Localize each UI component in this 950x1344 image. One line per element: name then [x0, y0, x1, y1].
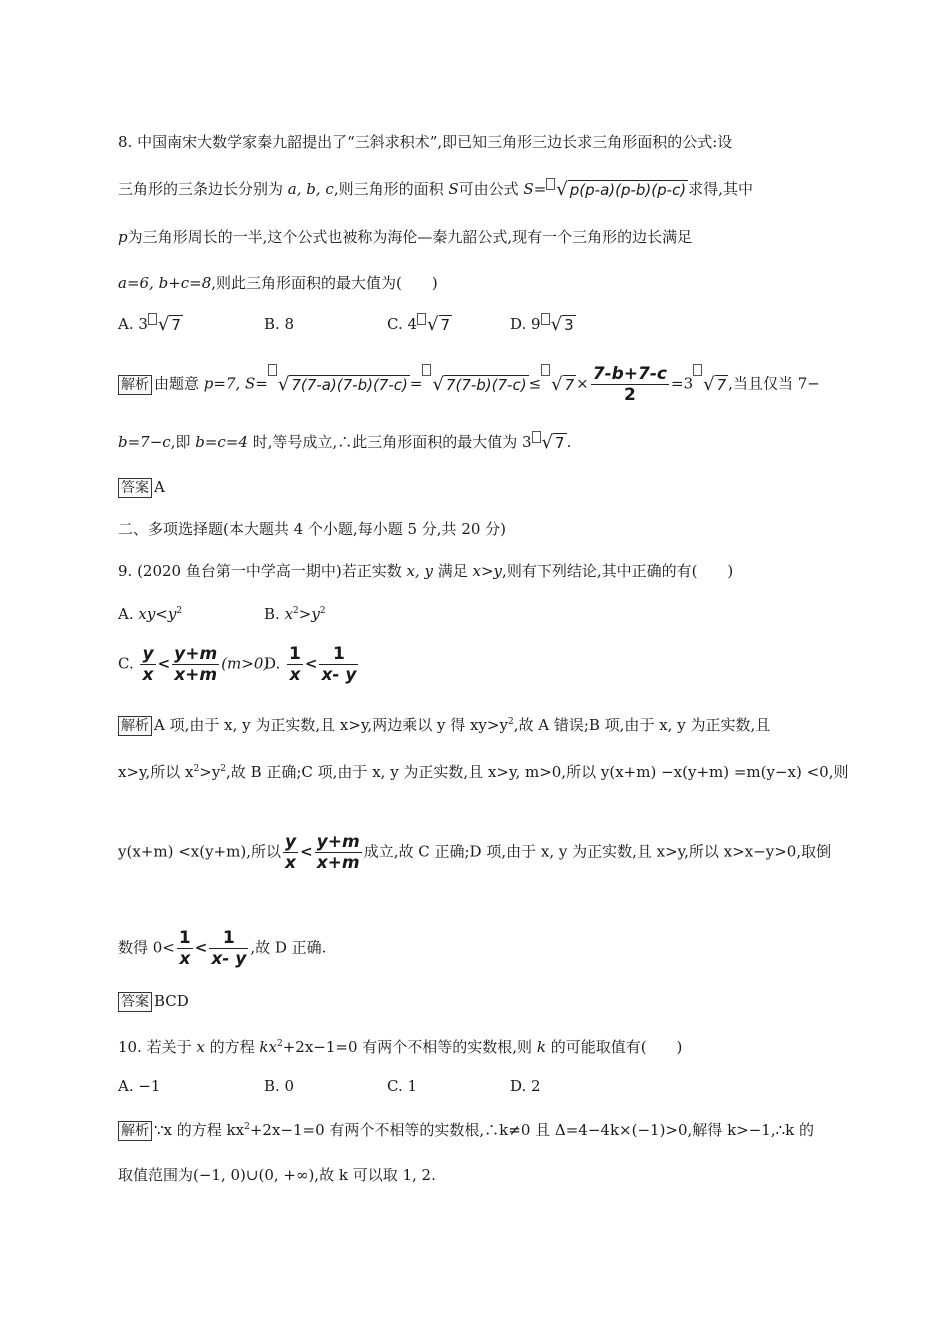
answer-tag: 答案 [118, 478, 152, 498]
fraction: $\frac{7-b+7-c}{2}$ [592, 364, 668, 405]
q8-option-d: D. 9 √ 3 [510, 314, 574, 335]
analysis-tag: 解析 [118, 716, 152, 736]
q9-analysis-line3: y(x+m) <x(y+m),所以 $\frac{y}{x}$ < $\frac{y+m}{x+m}$ 成立,故 C 正确;D 项,由于 x, y 为正实数,且 x>y,所以 x>x−y>0,取倒 [118, 832, 832, 873]
placeholder-box [268, 364, 277, 376]
placeholder-box [148, 313, 157, 325]
q10-line1: 10. 若关于 x 的方程 $kx^2+2x-1=0$ 有两个不相等的实数根,则 k 的可能取值有( ) [118, 1038, 683, 1056]
q8-option-a: A. 3 √ 7 [118, 314, 181, 335]
answer-tag: 答案 [118, 992, 152, 1012]
q8-line4: a=6, b+c=8,则此三角形面积的最大值为( ) [118, 274, 438, 292]
heron-formula: √ p(p-a)(p-b)(p-c) [556, 179, 687, 200]
section-2-heading: 二、多项选择题(本大题共 4 个小题,每小题 5 分,共 20 分) [118, 520, 507, 538]
placeholder-box [532, 431, 541, 443]
q8-analysis: 解析 由题意 p=7, S= √ 7(7-a)(7-b)(7-c) = √ 7(7-b)(7-c) ≤ √ 7 × $\frac{7-b+7-c}{2}$ =3 √ 7 ,当且仅当 7− [118, 364, 820, 405]
q9-option-d: D. $\frac{1}{x}$ < $\frac{1}{x- y}$ [264, 644, 357, 685]
placeholder-box [693, 364, 702, 376]
q9-analysis-line1: 解析 A 项,由于 x, y 为正实数,且 x>y,两边乘以 y 得 $xy>y^2$,故 A 错误;B 项,由于 x, y 为正实数,且 [118, 711, 770, 736]
q10-analysis-line2: 取值范围为(−1, 0)∪(0, +∞),故 k 可以取 1, 2. [118, 1166, 436, 1184]
q8-analysis-line2: b=7−c,即 b=c=4 时,等号成立,∴此三角形面积的最大值为 3 √ 7 . [118, 432, 572, 453]
q10-option-c: C. 1 [387, 1077, 418, 1095]
q8-line2: 三角形的三条边长分别为 a, b, c,则三角形的面积 S可由公式 S= √ p(p-a)(p-b)(p-c) 求得,其中 [118, 179, 753, 200]
placeholder-box [422, 364, 431, 376]
analysis-tag: 解析 [118, 375, 152, 395]
analysis-tag: 解析 [118, 1121, 152, 1141]
q10-option-a: A. −1 [118, 1077, 161, 1095]
q10-option-b: B. 0 [264, 1077, 295, 1095]
q9-analysis-line2: x>y,所以 $x^2>y^2$,故 B 正确;C 项,由于 x, y 为正实数,且 x>y, m>0,所以 y(x+m) −x(y+m) =m(y−x) <0,则 [118, 763, 849, 781]
q9-analysis-line4: 数得 0< $\frac{1}{x}$ < $\frac{1}{x- y}$ ,故 D 正确. [118, 928, 327, 969]
q9-option-a: A. $xy<y^2$ [118, 605, 183, 623]
placeholder-box [417, 313, 426, 325]
q10-option-d: D. 2 [510, 1077, 541, 1095]
q9-line1: 9. (2020 鱼台第一中学高一期中)若正实数 x, y 满足 x>y,则有下列结论,其中正确的有( ) [118, 562, 734, 580]
q8-line1: 8. 中国南宋大数学家秦九韶提出了“三斜求积术”,即已知三角形三边长求三角形面积的公式:设 [118, 133, 733, 151]
placeholder-box [546, 178, 555, 190]
q9-answer: 答案 BCD [118, 990, 189, 1012]
q8-option-c: C. 4 √ 7 [387, 314, 451, 335]
q9-option-b: B. $x^2>y^2$ [264, 605, 326, 623]
q8-option-b: B. 8 [264, 315, 295, 333]
q9-option-c: C. $\frac{y}{x}$ < $\frac{y+m}{x+m}$ (m>0) [118, 644, 270, 685]
q8-line3: p为三角形周长的一半,这个公式也被称为海伦—秦九韶公式,现有一个三角形的边长满足 [118, 228, 693, 246]
q8-answer: 答案 A [118, 476, 165, 498]
q10-analysis-line1: 解析 ∵x 的方程 $kx^2+2x-1=0$ 有两个不相等的实数根,∴k≠0 且 Δ=4−4k×(−1)>0,解得 k>−1,∴k 的 [118, 1116, 814, 1141]
placeholder-box [541, 313, 550, 325]
placeholder-box [541, 364, 550, 376]
